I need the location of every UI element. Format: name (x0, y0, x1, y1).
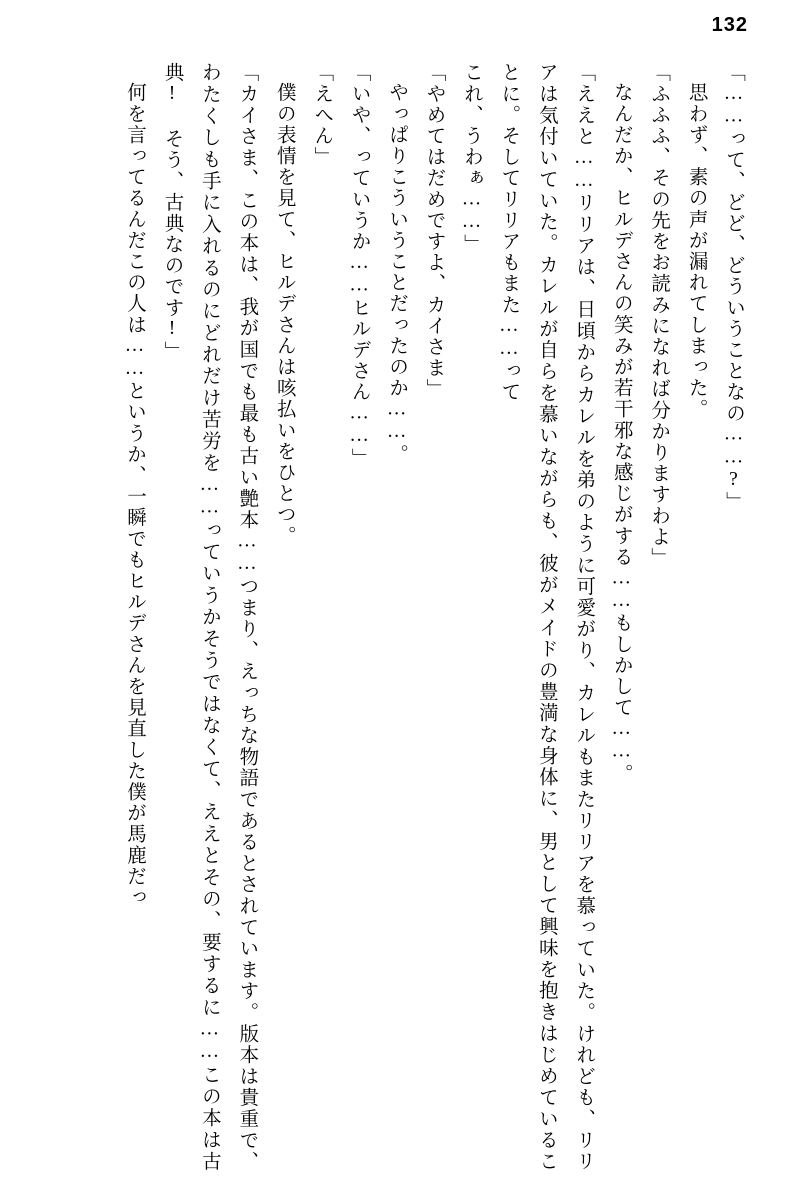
paragraph: 「やめてはだめですよ、カイさま」 (423, 62, 445, 400)
paragraph: 「いや、っていうか……ヒルデさん……」 (348, 62, 370, 469)
paragraph: 「カイさま、この本は、我が国でも最も古い艶本……つまり、えっちな物語であるとされています。版本は貴重で、わたくしも手に入れるのにどれだけ苦労を……っていうかそうではなくて、ええとその、要するに……この本は古典! そう、古典なのです!」 (161, 62, 258, 1172)
paragraph: 僕の表情を見て、ヒルデさんは咳払いをひとつ。 (273, 81, 295, 546)
paragraph: なんだか、ヒルデさんの笑みが若干邪な感じがする……もしかして……。 (610, 81, 632, 784)
paragraph: 「えへん」 (311, 62, 333, 168)
paragraph: 「……って、どど、どういうことなの……?」 (723, 62, 744, 513)
paragraph: 「ふふふ、その先をお読みになれば分かりますわよ」 (648, 62, 670, 569)
page-number: 132 (711, 14, 748, 36)
paragraph: やっぱりこういうことだったのか……。 (386, 81, 408, 465)
page-body-text (40, 62, 752, 1172)
paragraph: 何を言ってるんだこの人は……というか、一瞬でもヒルデさんを見直した僕が馬鹿だっ (124, 81, 145, 908)
paragraph: 「ええと……リリアは、日頃からカレルを弟のように可愛がり、カレルもまたリリアを慕っていた。けれども、リリアは気付いていた。カレルが自らを慕いながらも、彼がメイドの豊満な身体に、男として興味を抱きはじめていることに。そしてリリアもまた……って (498, 62, 595, 1172)
paragraph: 思わず、素の声が漏れてしまった。 (685, 81, 707, 420)
paragraph: これ、うわぁ……」 (460, 62, 482, 255)
